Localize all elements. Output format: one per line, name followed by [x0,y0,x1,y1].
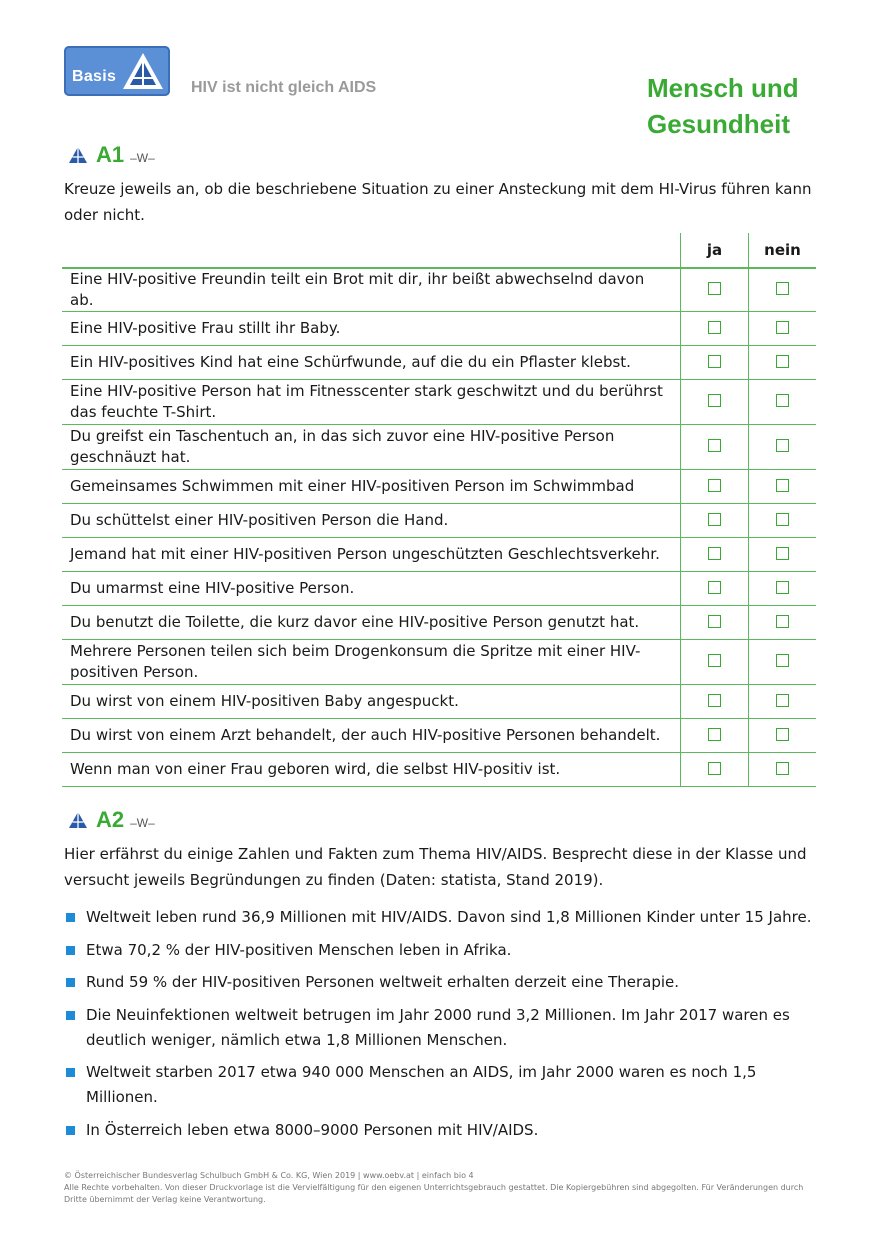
task-a1-type: –W– [130,151,155,165]
facts-list [64,905,824,1150]
square-bullet-icon [66,946,75,955]
table-row [62,504,816,538]
column-header-nein: nein [749,233,817,268]
situation-text: Du greifst ein Taschentuch an, in das sich zuvor eine HIV-positive Person geschnäuzt hat. [62,425,681,470]
checkbox-nein[interactable] [776,654,789,667]
task-a2-heading [68,807,155,833]
checkbox-ja[interactable] [708,439,721,452]
table-row [62,312,816,346]
fact-text: Rund 59 % der HIV-positiven Personen weltweit erhalten derzeit eine Therapie. [86,973,680,991]
checkbox-ja[interactable] [708,282,721,295]
checkbox-ja[interactable] [708,547,721,560]
table-row [62,538,816,572]
checkbox-nein[interactable] [776,581,789,594]
table-row [62,753,816,787]
list-item [64,1118,824,1143]
fact-text: Die Neuinfektionen weltweit betrugen im Jahr 2000 rund 3,2 Millionen. Im Jahr 2017 waren es deutlich weniger, nämlich etwa 1,8 Millionen Menschen. [86,1005,790,1049]
task-pyramid-icon [68,811,88,829]
subject-heading [647,70,867,142]
situation-text: Du wirst von einem HIV-positiven Baby angespuckt. [62,685,681,719]
task-a2-label: A2 [96,807,125,832]
table-row [62,380,816,425]
square-bullet-icon [66,1126,75,1135]
table-header-row [62,233,816,268]
situation-text: Eine HIV-positive Freundin teilt ein Brot mit dir, ihr beißt abwechselnd davon ab. [62,268,681,312]
checkbox-nein[interactable] [776,394,789,407]
square-bullet-icon [66,1011,75,1020]
situation-text: Du schüttelst einer HIV-positiven Person die Hand. [62,504,681,538]
situation-text: Du umarmst eine HIV-positive Person. [62,572,681,606]
checkbox-nein[interactable] [776,355,789,368]
subject-line-2: Gesundheit [647,109,791,139]
document-title: HIV ist nicht gleich AIDS [191,79,377,96]
list-item [64,1060,824,1110]
checkbox-nein[interactable] [776,615,789,628]
checkbox-nein[interactable] [776,439,789,452]
checkbox-nein[interactable] [776,479,789,492]
checkbox-nein[interactable] [776,762,789,775]
checkbox-nein[interactable] [776,694,789,707]
fact-text: Weltweit leben rund 36,9 Millionen mit HIV/AIDS. Davon sind 1,8 Millionen Kinder unter 15 Jahre. [86,908,812,926]
table-row [62,346,816,380]
situation-text: Ein HIV-positives Kind hat eine Schürfwunde, auf die du ein Pflaster klebst. [62,346,681,380]
situation-text: Eine HIV-positive Person hat im Fitnesscenter stark geschwitzt und du berührst das feuchte T-Shirt. [62,380,681,425]
pyramid-icon [120,50,166,92]
table-row [62,719,816,753]
fact-text: In Österreich leben etwa 8000–9000 Personen mit HIV/AIDS. [86,1120,539,1139]
situation-text: Du wirst von einem Arzt behandelt, der auch HIV-positive Personen behandelt. [62,719,681,753]
checkbox-ja[interactable] [708,615,721,628]
table-row [62,425,816,470]
checkbox-ja[interactable] [708,762,721,775]
square-bullet-icon [66,1068,75,1077]
checkbox-nein[interactable] [776,728,789,741]
checkbox-ja[interactable] [708,581,721,594]
checkbox-ja[interactable] [708,513,721,526]
list-item [64,1003,824,1053]
task-a1-heading [68,142,155,168]
fact-text: Etwa 70,2 % der HIV-positiven Menschen leben in Afrika. [86,940,512,959]
subject-line-1: Mensch und [647,73,799,103]
fact-text: Weltweit starben 2017 etwa 940 000 Menschen an AIDS, im Jahr 2000 waren es noch 1,5 Millionen. [86,1063,757,1106]
task-pyramid-icon [68,146,88,164]
column-header-ja: ja [681,233,749,268]
copyright-footer [64,1170,824,1206]
footer-line-2: Alle Rechte vorbehalten. Von dieser Druckvorlage ist die Vervielfältigung für den eigenen Unterrichtsgebrauch gestattet. Die Kopiergebühren sind abgegolten. Für Veränderungen durch Dritte übernimmt der Verlag keine Verantwortung. [64,1183,804,1204]
task-a1-instructions: Kreuze jeweils an, ob die beschriebene Situation zu einer Ansteckung mit dem HI-Virus führen kann oder nicht. [64,180,812,224]
basis-logo [64,46,170,96]
list-item [64,970,824,995]
situation-text: Du benutzt die Toilette, die kurz davor eine HIV-positive Person genutzt hat. [62,606,681,640]
table-row [62,685,816,719]
checkbox-ja[interactable] [708,394,721,407]
checkbox-ja[interactable] [708,321,721,334]
table-header-empty [62,233,681,268]
table-row [62,606,816,640]
situation-text: Gemeinsames Schwimmen mit einer HIV-positiven Person im Schwimmbad [62,470,681,504]
list-item [64,905,824,930]
square-bullet-icon [66,913,75,922]
table-row [62,640,816,685]
situation-text: Jemand hat mit einer HIV-positiven Person ungeschützten Geschlechtsverkehr. [62,538,681,572]
situation-text: Mehrere Personen teilen sich beim Drogenkonsum die Spritze mit einer HIV-positiven Person. [62,640,681,685]
hiv-situation-table [62,233,816,787]
task-a1-label: A1 [96,142,125,167]
table-row [62,470,816,504]
checkbox-ja[interactable] [708,694,721,707]
footer-line-1: © Österreichischer Bundesverlag Schulbuch GmbH & Co. KG, Wien 2019 | www.oebv.at | einfach bio 4 [64,1171,474,1180]
table-row [62,268,816,312]
checkbox-ja[interactable] [708,654,721,667]
checkbox-ja[interactable] [708,479,721,492]
logo-text: Basis [72,68,117,85]
task-a2-instructions: Hier erfährst du einige Zahlen und Fakten zum Thema HIV/AIDS. Besprecht diese in der Klasse und versucht jeweils Begründungen zu finden (Daten: statista, Stand 2019). [64,845,807,889]
square-bullet-icon [66,978,75,987]
checkbox-nein[interactable] [776,282,789,295]
task-a2-type: –W– [130,816,155,830]
checkbox-nein[interactable] [776,547,789,560]
checkbox-ja[interactable] [708,355,721,368]
checkbox-ja[interactable] [708,728,721,741]
checkbox-nein[interactable] [776,321,789,334]
list-item [64,938,824,963]
table-row [62,572,816,606]
situation-text: Wenn man von einer Frau geboren wird, die selbst HIV-positiv ist. [62,753,681,787]
situation-text: Eine HIV-positive Frau stillt ihr Baby. [62,312,681,346]
checkbox-nein[interactable] [776,513,789,526]
